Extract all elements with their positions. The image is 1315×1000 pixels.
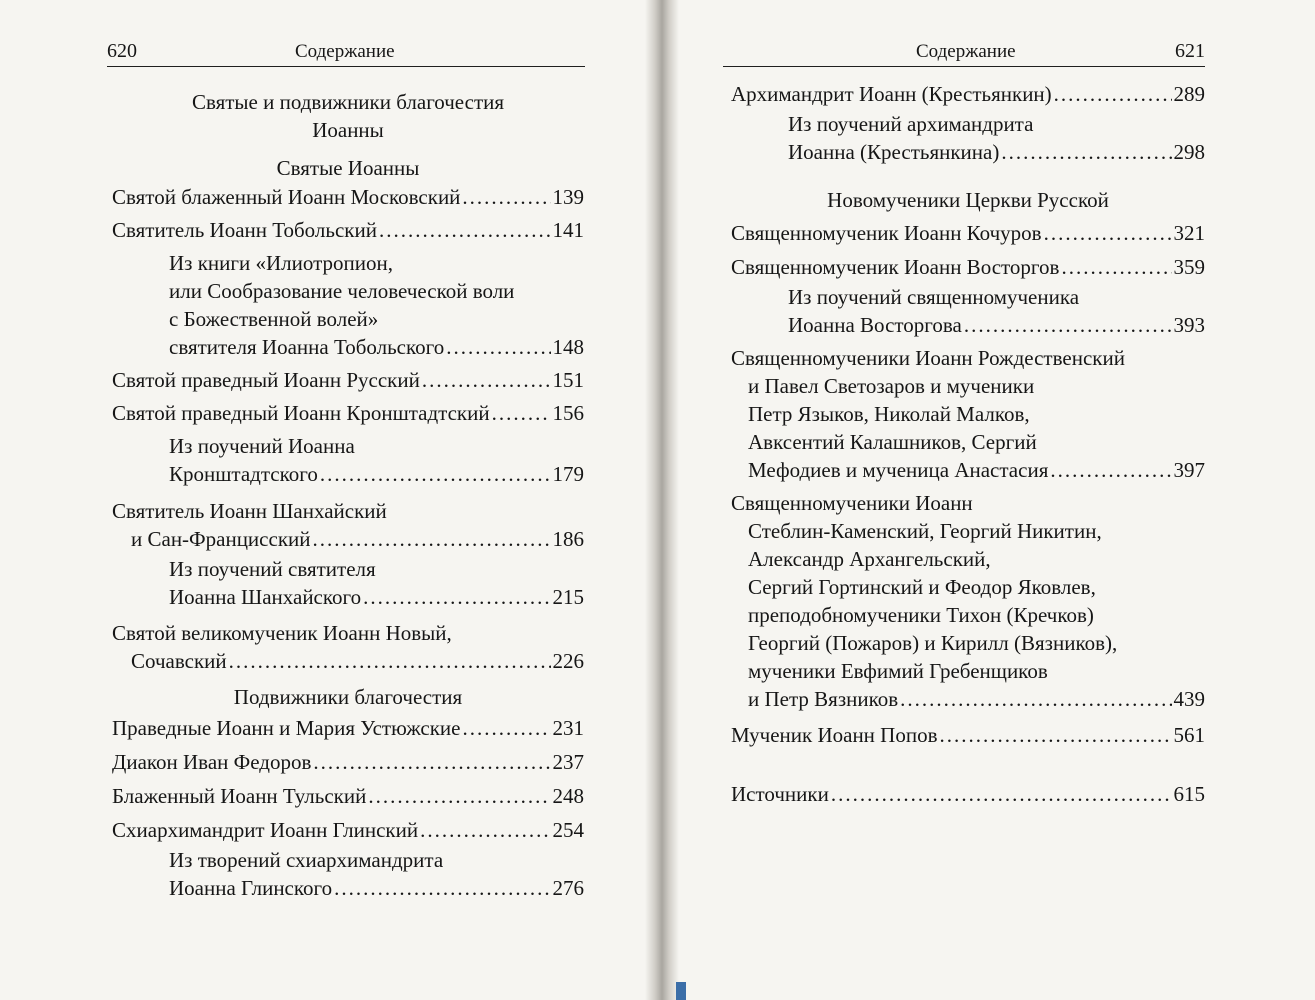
toc-entry[interactable]: Священномученики Иоанн Стеблин-Каменский, Георгий Никитин, Александр Архангельский, Сергий Гортинский и Феодор Яковлев, преподобномученики Тихон (Кречков) Георгий (Пожаров) и Кирилл (Вязников), мученики Евфимий Гребенщиков и Петр Вязников ..... 439 [731,489,1205,713]
page-number-right: 621 [1175,40,1205,62]
section-heading-saints: Святые Иоанны [276,156,420,180]
toc-entry[interactable]: Священномученики Иоанн Рождественский и Павел Светозаров и мученики Петр Языков, Николай Малков, Авксентий Калашников, Сергий Мефодиев и мученица Анастасия ..... 397 [731,344,1205,484]
toc-entry[interactable]: Святой великомученик Иоанн Новый, Сочавский ..... 226 [112,619,584,675]
toc-entry[interactable]: Блаженный Иоанн Тульский ..... 248 [112,782,584,810]
toc-entry-sources[interactable]: Источники ..... 615 [731,780,1205,808]
toc-entry[interactable]: Святой праведный Иоанн Кронштадтский ..... 156 [112,399,584,427]
toc-left [112,88,584,902]
toc-subentry[interactable]: Из книги «Илиотропион, или Сообразование человеческой воли с Божественной волей» святителя Иоанна Тобольского ..... 148 [112,249,584,361]
toc-entry[interactable]: Святой праведный Иоанн Русский ..... 151 [112,366,584,394]
toc-entry[interactable]: Святитель Иоанн Тобольский ..... 141 [112,216,584,244]
toc-entry[interactable]: Праведные Иоанн и Мария Устюжские ..... 231 [112,714,584,742]
section-heading-ascetics: Подвижники благочестия [233,685,463,709]
toc-entry[interactable]: Священномученик Иоанн Кочуров ..... 321 [731,219,1205,247]
toc-subentry[interactable]: Из поучений Иоанна Кронштадтского ..... 179 [112,432,584,488]
section-heading-new-martyrs: Новомученики Церкви Русской [827,188,1109,212]
running-title-left: Содержание [295,41,395,62]
toc-entry[interactable]: Святитель Иоанн Шанхайский и Сан-Францисский ..... 186 [112,497,584,553]
left-page-header [107,38,585,67]
toc-subentry[interactable]: Из поучений архимандрита Иоанна (Крестьянкина) ..... 298 [731,110,1205,166]
toc-entry[interactable]: Священномученик Иоанн Восторгов ..... 359 [731,253,1205,281]
page-number-left: 620 [107,40,137,62]
running-title-right: Содержание [916,41,1016,62]
toc-entry[interactable]: Святой блаженный Иоанн Московский ..... 139 [112,183,584,211]
toc-subentry[interactable]: Из поучений святителя Иоанна Шанхайского ..... 215 [112,555,584,611]
toc-entry[interactable]: Схиархимандрит Иоанн Глинский ..... 254 [112,816,584,844]
toc-subentry[interactable]: Из поучений священномученика Иоанна Восторгова ..... 393 [731,283,1205,339]
right-page-header [723,38,1205,67]
toc-subentry[interactable]: Из творений схиархимандрита Иоанна Глинского ..... 276 [112,846,584,902]
toc-entry[interactable]: Мученик Иоанн Попов ..... 561 [731,721,1205,749]
toc-entry[interactable]: Диакон Иван Федоров ..... 237 [112,748,584,776]
bookmark-ribbon [676,982,686,1000]
part-title: Святые и подвижники благочестия Иоанны [191,90,505,142]
toc-entry[interactable]: Архимандрит Иоанн (Крестьянкин) ..... 289 [731,80,1205,108]
toc-right [731,80,1205,808]
book-gutter [645,0,679,1000]
